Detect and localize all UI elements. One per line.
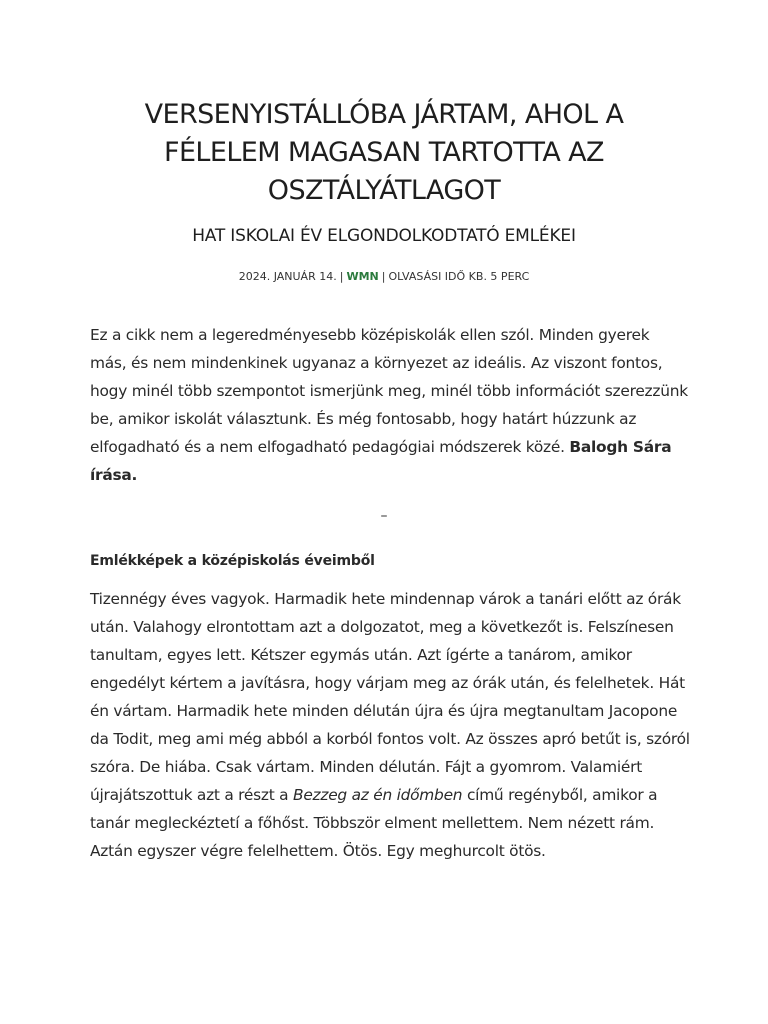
article-meta bbox=[84, 268, 684, 286]
author-credit: Balogh Sára írása. bbox=[90, 438, 672, 484]
article-title: VERSENYISTÁLLÓBA JÁRTAM, AHOL A FÉLELEM MAGASAN TARTOTTA AZ OSZTÁLYÁTLAGOT bbox=[144, 99, 624, 206]
publish-date: 2024. JANUÁR 14. bbox=[238, 270, 337, 283]
section-divider: – bbox=[380, 508, 388, 524]
book-title: Bezzeg az én időmben bbox=[293, 786, 463, 804]
paragraph-text-part2: című regényből, amikor a tanár megleckéztetí a főhőst. Többször elment mellettem. Nem nézett rám. Aztán egyszer végre felelhettem. Ötös. Egy meghurcolt ötös. bbox=[90, 786, 658, 860]
section-heading: Emlékképek a középiskolás éveimből bbox=[90, 553, 375, 569]
lead-text: Ez a cikk nem a legeredményesebb középiskolák ellen szól. Minden gyerek más, és nem mindenkinek ugyanaz a környezet az ideális. Az viszont fontos, hogy minél több szempontot ismerjünk meg, minél több információt szerezzünk be, amikor iskolát választunk. És még fontosabb, hogy határt húzzunk az elfogadható és a nem elfogadható pedagógiai módszerek közé. bbox=[90, 326, 688, 456]
publisher-link[interactable]: WMN bbox=[346, 270, 379, 283]
body-paragraph bbox=[90, 585, 690, 865]
meta-separator: | bbox=[381, 270, 386, 283]
meta-separator: | bbox=[339, 270, 344, 283]
article-subtitle: HAT ISKOLAI ÉV ELGONDOLKODTATÓ EMLÉKEI bbox=[192, 226, 576, 246]
paragraph-text-part1: Tizennégy éves vagyok. Harmadik hete mindennap várok a tanári előtt az órák után. Valahogy elrontottam azt a dolgozatot, meg a következőt is. Felszínesen tanultam, egyes lett. Kétszer egymás után. Azt ígérte a tanárom, amikor engedélyt kértem a javításra, hogy várjam meg az órák után, és felelhetek. Hát én vártam. Harmadik hete minden délután újra és újra megtanultam Jacopone da Todit, meg ami még abból a korból fontos volt. Az összes apró betűt is, szóról szóra. De hiába. Csak vártam. Minden délután. Fájt a gyomrom. Valamiért újrajátszottuk azt a részt a bbox=[90, 590, 690, 804]
lead-paragraph bbox=[90, 321, 690, 489]
reading-time: OLVASÁSI IDŐ KB. 5 PERC bbox=[388, 270, 530, 283]
